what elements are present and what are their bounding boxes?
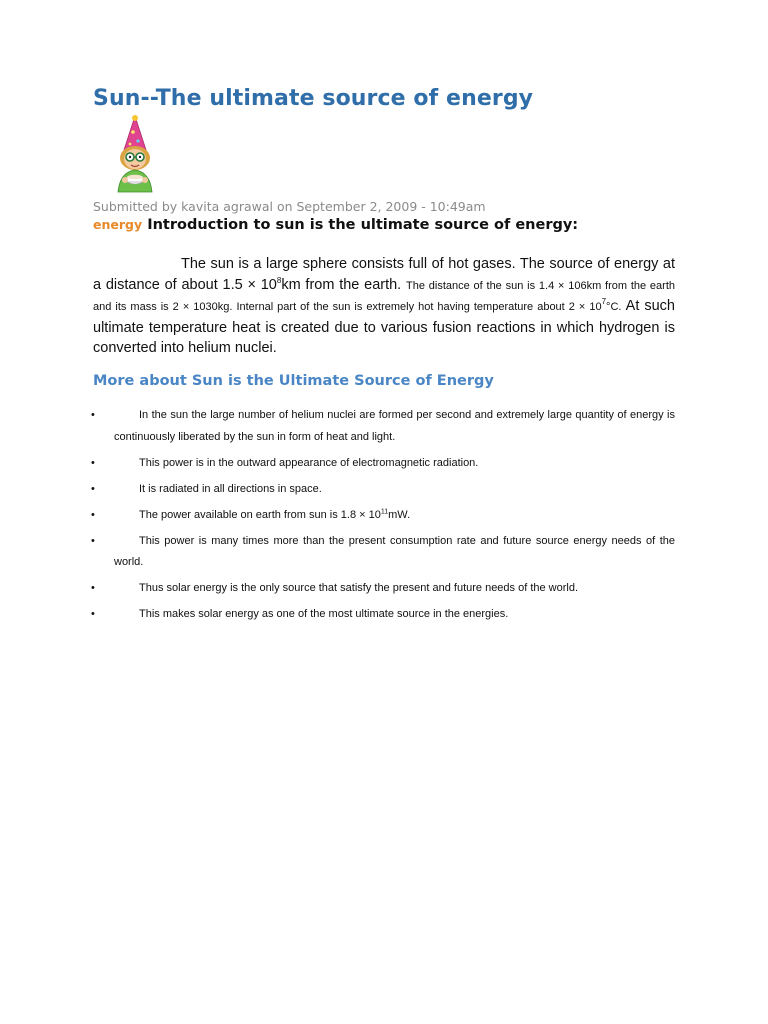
intro-line xyxy=(93,214,683,233)
list-item-text: In the sun the large number of helium nuclei are formed per second and extremely large quantity of energy is continuously liberated by the sun in form of heat and light. xyxy=(114,409,675,443)
list-item xyxy=(93,531,675,574)
section-subheading: More about Sun is the Ultimate Source of Energy xyxy=(93,373,494,389)
page-title: Sun--The ultimate source of energy xyxy=(93,86,534,111)
para-text-1: The sun is a large sphere consists full of hot gases. The source of energy at a distance of about 1.5 × 10 xyxy=(93,256,675,293)
para-sup-1: 8 xyxy=(276,275,282,285)
bullet-icon: • xyxy=(91,409,95,421)
list-item xyxy=(93,604,675,626)
list-item xyxy=(93,405,675,448)
list-item xyxy=(93,479,675,501)
party-hat-avatar-icon xyxy=(108,114,164,194)
energy-tag-link[interactable]: energy xyxy=(93,217,143,232)
bullet-icon: • xyxy=(91,482,95,495)
bullet-icon: • xyxy=(91,534,95,547)
bullet-icon: • xyxy=(91,608,95,620)
facts-list xyxy=(93,405,675,630)
list-item-text: The power available on earth from sun is 1.8 × 10 xyxy=(139,508,381,521)
para-text-3: At such ultimate temperature heat is created due to various fusion reactions in which hydrogen is converted into helium nuclei. xyxy=(93,298,675,356)
para-small-1: The distance of the sun is 1.4 × 106km from the earth and its mass is 2 × 1030kg. Internal part of the sun is extremely hot having temperature about 2 × 10 xyxy=(93,279,676,313)
list-item-text: This makes solar energy as one of the most ultimate source in the energies. xyxy=(139,608,509,620)
para-small-2: °C. xyxy=(606,301,622,313)
list-item-sup: 11 xyxy=(380,507,389,515)
list-item-text: This power is many times more than the present consumption rate and future source energy needs of the world. xyxy=(114,534,675,568)
intro-heading: Introduction to sun is the ultimate source of energy: xyxy=(147,217,579,233)
intro-paragraph xyxy=(93,254,675,359)
list-item-text: It is radiated in all directions in space. xyxy=(139,482,322,495)
list-item xyxy=(93,505,675,527)
submitted-by-line: Submitted by kavita agrawal on September 2, 2009 - 10:49am xyxy=(93,199,486,214)
list-item-text: This power is in the outward appearance of electromagnetic radiation. xyxy=(139,456,479,469)
bullet-icon: • xyxy=(91,508,95,521)
para-text-2: km from the earth. xyxy=(281,276,402,293)
list-item-text: Thus solar energy is the only source that satisfy the present and future needs of the world. xyxy=(139,582,579,594)
bullet-icon: • xyxy=(91,456,95,469)
list-item xyxy=(93,453,675,475)
bullet-icon: • xyxy=(91,582,95,594)
list-item xyxy=(93,578,675,600)
list-item-text-after: mW. xyxy=(388,508,411,521)
para-sup-2: 7 xyxy=(601,297,607,307)
